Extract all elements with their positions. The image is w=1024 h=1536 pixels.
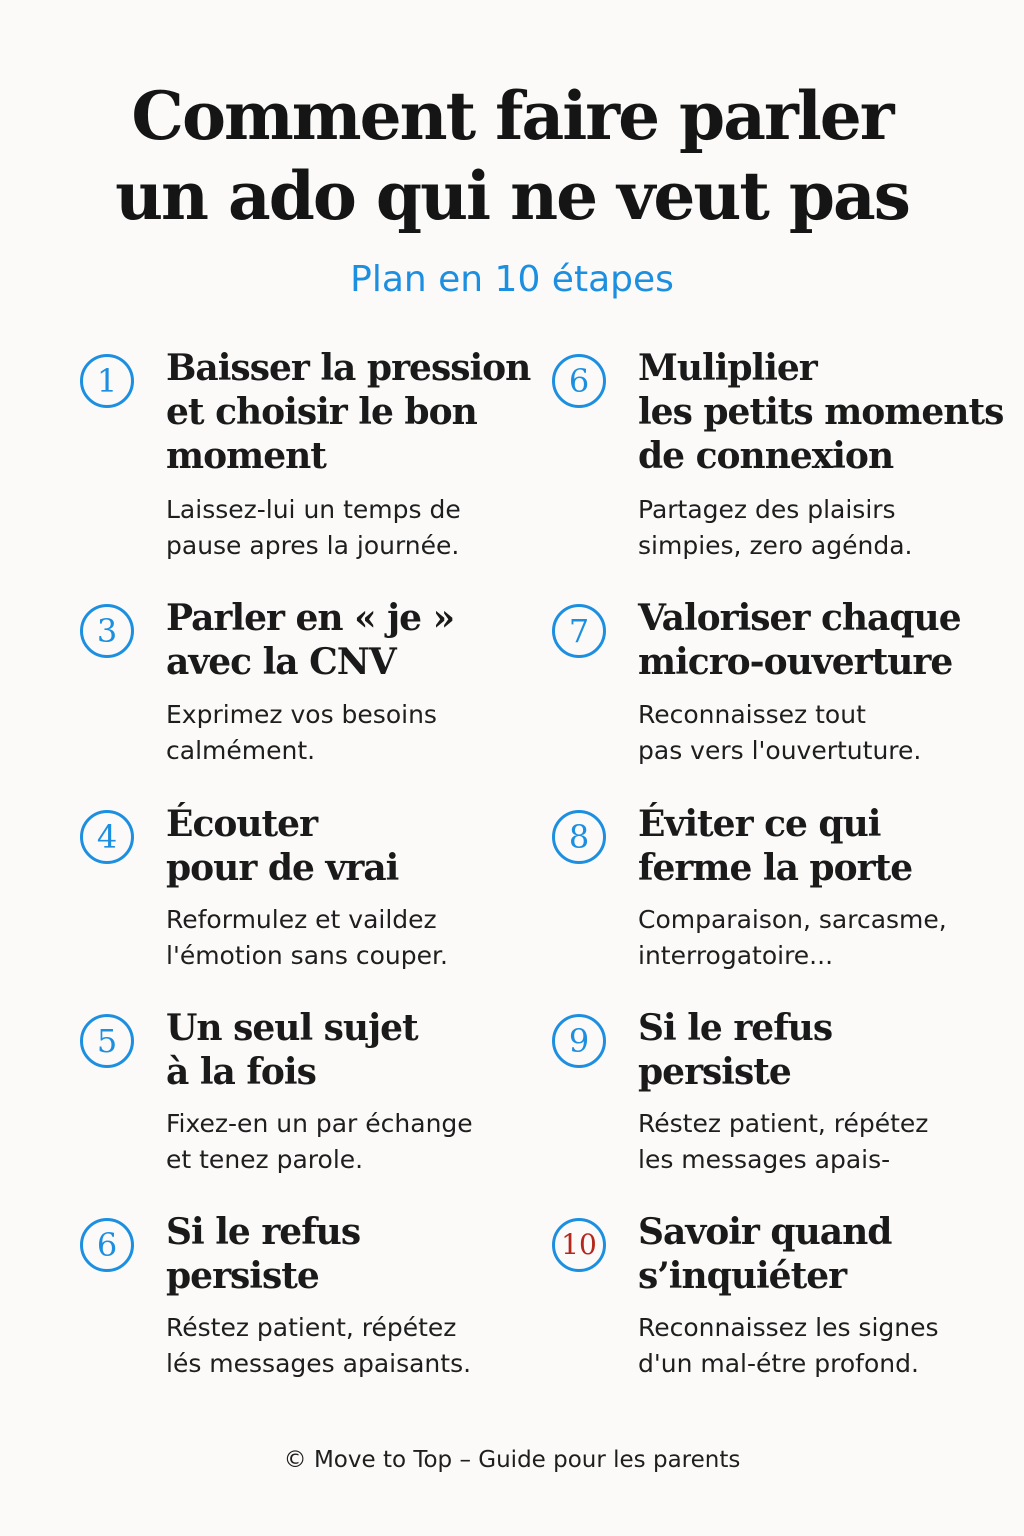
step-title: Valoriser chaque micro-ouverture xyxy=(638,597,961,683)
step-title: Écouter pour de vrai xyxy=(166,803,399,889)
step-description: Comparaison, sarcasme, interrogatoire... xyxy=(638,905,947,970)
step-title: Baisser la pression et choisir le bon moment xyxy=(166,347,531,477)
step-title: Savoir quand s’inquiéter xyxy=(638,1211,892,1297)
step-description: Partagez des plaisirs simpies, zero agénda. xyxy=(638,495,913,560)
step-title: Muliplier les petits moments de connexion xyxy=(638,347,1004,477)
step-number-badge: 1 xyxy=(80,354,134,408)
step-number-badge: 10 xyxy=(552,1218,606,1272)
step-title: Un seul sujet à la fois xyxy=(166,1007,418,1093)
step-title: Si le refus persiste xyxy=(166,1211,361,1297)
step-number-badge: 8 xyxy=(552,810,606,864)
step-number-badge: 6 xyxy=(80,1218,134,1272)
step-number-badge: 7 xyxy=(552,604,606,658)
step-description: Fixez-en un par échange et tenez parole. xyxy=(166,1109,473,1174)
step-number-badge: 6 xyxy=(552,354,606,408)
step-title: Parler en « je » avec la CNV xyxy=(166,597,455,683)
step-description: Laissez-lui un temps de pause apres la journée. xyxy=(166,495,461,560)
step-title: Éviter ce qui ferme la porte xyxy=(638,803,913,889)
step-number-badge: 3 xyxy=(80,604,134,658)
step-title: Si le refus persiste xyxy=(638,1007,833,1093)
page-subtitle: Plan en 10 étapes xyxy=(350,259,674,300)
step-description: Reconnaissez tout pas vers l'ouvertuture. xyxy=(638,700,922,765)
page-title-line2: un ado qui ne veut pas xyxy=(115,157,909,235)
step-number-badge: 4 xyxy=(80,810,134,864)
step-description: Reformulez et vaildez l'émotion sans couper. xyxy=(166,905,448,970)
page-title-line1: Comment faire parler xyxy=(131,77,893,155)
step-description: Réstez patient, répétez les messages apais- xyxy=(638,1109,929,1174)
step-description: Réstez patient, répétez lés messages apaisants. xyxy=(166,1313,472,1378)
step-number-badge: 9 xyxy=(552,1014,606,1068)
step-number-badge: 5 xyxy=(80,1014,134,1068)
footer-credit: © Move to Top – Guide pour les parents xyxy=(283,1447,741,1473)
step-description: Exprimez vos besoins calmément. xyxy=(166,700,437,765)
step-description: Reconnaissez les signes d'un mal-étre profond. xyxy=(638,1313,939,1378)
